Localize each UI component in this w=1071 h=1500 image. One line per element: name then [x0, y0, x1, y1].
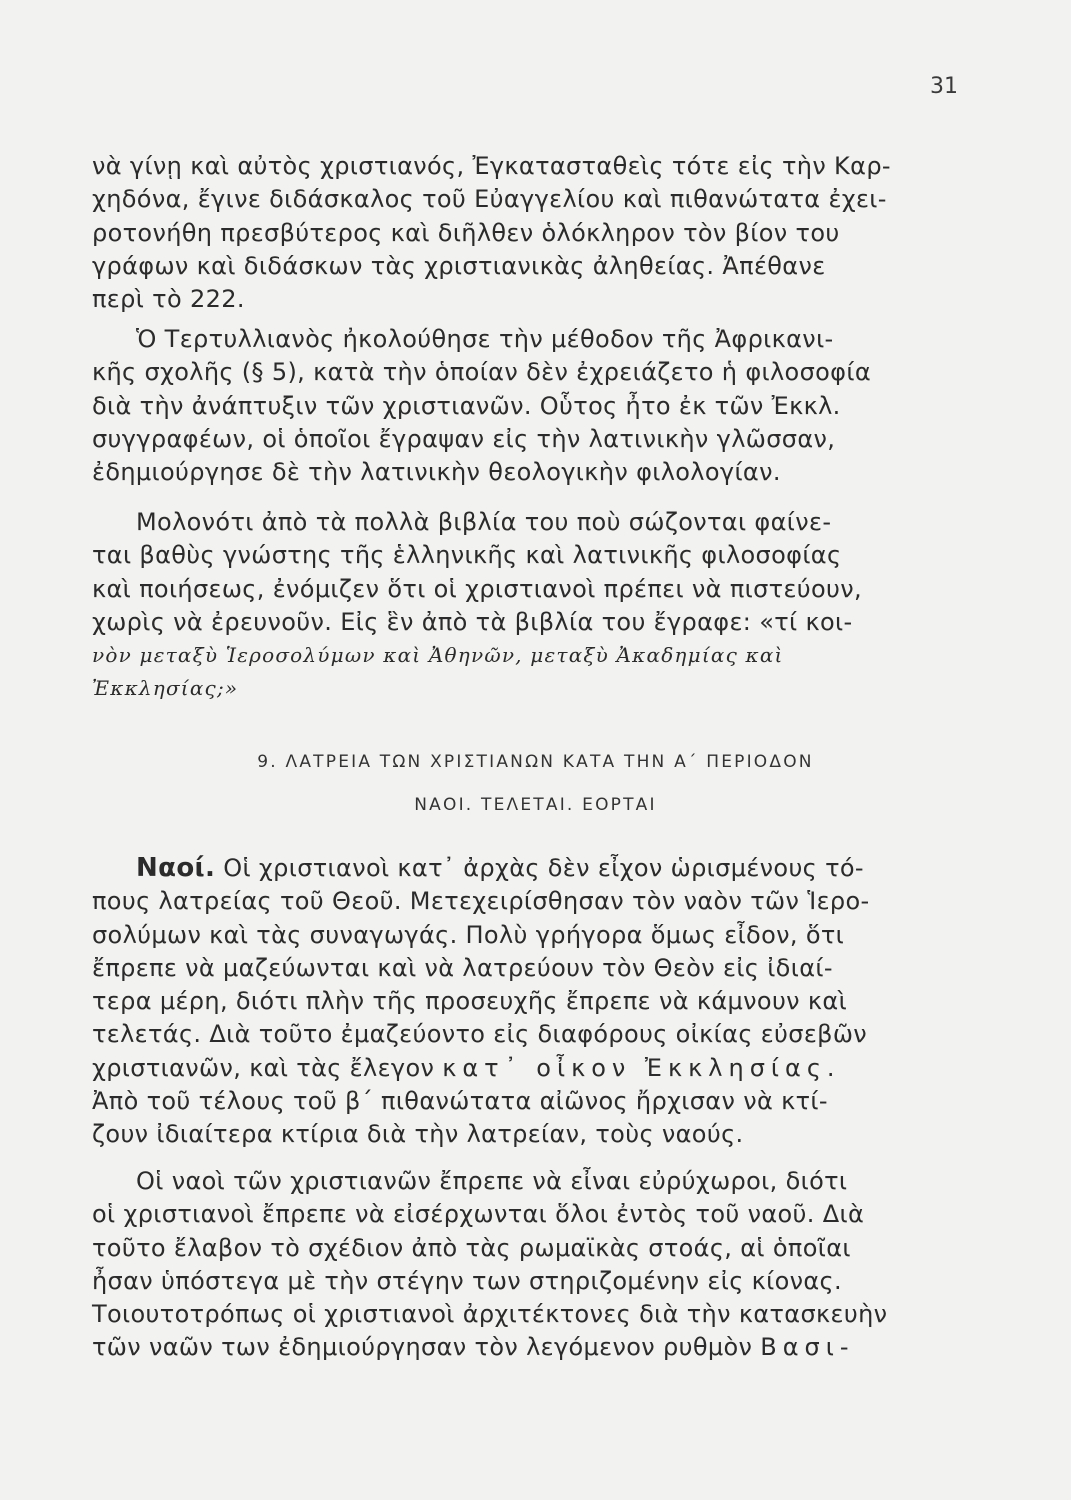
text-line: ἐδημιούργησε δὲ τὴν λατινικὴν θεολογικὴν φιλολογίαν. [92, 458, 781, 487]
text-line: Μολονότι ἀπὸ τὰ πολλὰ βιβλία του ποὺ σώζονται φαίνε- [136, 508, 832, 536]
text-line: τελετάς. Διὰ τοῦτο ἐμαζεύοντο εἰς διαφόρους οἰκίας εὐσεβῶν [92, 1020, 868, 1049]
spaced-emphasis: κατ᾽ οἶκον Ἐκκλησίας. [442, 1053, 841, 1082]
text-line: ἔπρεπε νὰ μαζεύωνται καὶ νὰ λατρεύουν τὸν Θεὸν εἰς ἰδιαί- [92, 953, 833, 982]
text-line: καὶ ποιήσεως, ἐνόμιζεν ὅτι οἱ χριστιανοὶ πρέπει νὰ πιστεύουν, [92, 574, 863, 603]
paragraph-3 [92, 506, 942, 706]
text-line: κῆς σχολῆς (§ 5), κατὰ τὴν ὁποίαν δὲν ἐχρειάζετο ἡ φιλοσοφία [92, 358, 872, 387]
text-line: Ἀπὸ τοῦ τέλους τοῦ β΄ πιθανώτατα αἰῶνος ἤρχισαν νὰ κτί- [92, 1087, 828, 1116]
paragraph-1 [92, 150, 942, 316]
text-line: Οἱ ναοὶ τῶν χριστιανῶν ἔπρεπε νὰ εἶναι εὐρύχωροι, διότι [136, 1167, 848, 1195]
text-line: χηδόνα, ἔγινε διδάσκαλος τοῦ Εὐαγγελίου καὶ πιθανώτατα ἐχει- [92, 185, 887, 214]
text-line: τοῦτο ἔλαβον τὸ σχέδιον ἀπὸ τὰς ρωμαϊκὰς στοάς, αἱ ὁποῖαι [92, 1233, 851, 1262]
paragraph-5 [92, 1165, 942, 1365]
text-line [92, 1052, 942, 1085]
text-line: οἱ χριστιανοὶ ἔπρεπε νὰ εἰσέρχωνται ὅλοι ἐντὸς τοῦ ναοῦ. Διὰ [92, 1200, 865, 1229]
paragraph-2 [92, 323, 942, 489]
text-line-italic-quote: Ἐκκλησίας;» [92, 676, 239, 701]
text-line: χωρὶς νὰ ἐρευνοῦν. Εἰς ἓν ἀπὸ τὰ βιβλία του ἔγραφε: «τί κοι- [92, 607, 853, 636]
section-subheading: ΝΑΟΙ. ΤΕΛΕΤΑΙ. ΕΟΡΤΑΙ [414, 795, 657, 815]
text-fragment: τῶν ναῶν των ἐδημιούργησαν τὸν λεγόμενον ρυθμὸν [92, 1333, 753, 1362]
text-line: ροτονήθη πρεσβύτερος καὶ διῆλθεν ὁλόκληρον τὸν βίον του [92, 218, 840, 247]
text-line: περὶ τὸ 222. [92, 285, 245, 314]
text-line: γράφων καὶ διδάσκων τὰς χριστιανικὰς ἀληθείας. Ἀπέθανε [92, 251, 826, 280]
text-line: Τοιουτοτρόπως οἱ χριστιανοὶ ἀρχιτέκτονες διὰ τὴν κατασκευὴν [92, 1300, 888, 1329]
text-line: πους λατρείας τοῦ Θεοῦ. Μετεχειρίσθησαν τὸν ναὸν τῶν Ἱερο- [92, 887, 870, 916]
text-line [92, 852, 942, 885]
text-line: σολύμων καὶ τὰς συναγωγάς. Πολὺ γρήγορα ὅμως εἶδον, ὅτι [92, 920, 845, 949]
text-line: συγγραφέων, οἱ ὁποῖοι ἔγραψαν εἰς τὴν λατινικὴν γλῶσσαν, [92, 424, 836, 453]
spaced-emphasis: Βασι- [760, 1333, 855, 1362]
text-line: ἦσαν ὑπόστεγα μὲ τὴν στέγην των στηριζομένην εἰς κίονας. [92, 1266, 842, 1295]
text-fragment: χριστιανῶν, καὶ τὰς ἔλεγον [92, 1053, 443, 1082]
text-line: διὰ τὴν ἀνάπτυξιν τῶν χριστιανῶν. Οὗτος ἦτο ἐκ τῶν Ἐκκλ. [92, 391, 841, 420]
text-line: τερα μέρη, διότι πλὴν τῆς προσευχῆς ἔπρεπε νὰ κάμνουν καὶ [92, 987, 848, 1016]
paragraph-lead-word: Ναοί. [136, 853, 216, 883]
text-fragment: Οἱ χριστιανοὶ κατ᾽ ἀρχὰς δὲν εἶχον ὡρισμένους τό- [215, 854, 864, 882]
paragraph-4 [92, 852, 942, 1152]
section-heading: 9. ΛΑΤΡΕΙΑ ΤΩΝ ΧΡΙΣΤΙΑΝΩΝ ΚΑΤΑ ΤΗΝ Α΄ ΠΕΡΙΟΔΟΝ [257, 752, 814, 772]
page-number: 31 [930, 74, 958, 99]
text-line [92, 1331, 942, 1364]
text-line-italic-quote: νὸν μεταξὺ Ἱεροσολύμων καὶ Ἀθηνῶν, μεταξὺ Ἀκαδημίας καὶ [92, 643, 784, 668]
text-line: ται βαθὺς γνώστης τῆς ἑλληνικῆς καὶ λατινικῆς φιλοσοφίας [92, 541, 842, 570]
text-line: ζουν ἰδιαίτερα κτίρια διὰ τὴν λατρείαν, τοὺς ναούς. [92, 1120, 744, 1149]
text-line: νὰ γίνῃ καὶ αὐτὸς χριστιανός, Ἐγκατασταθεὶς τότε εἰς τὴν Καρ- [92, 152, 891, 180]
text-line: Ὁ Τερτυλλιανὸς ἠκολούθησε τὴν μέθοδον τῆς Ἀφρικανι- [136, 325, 834, 353]
